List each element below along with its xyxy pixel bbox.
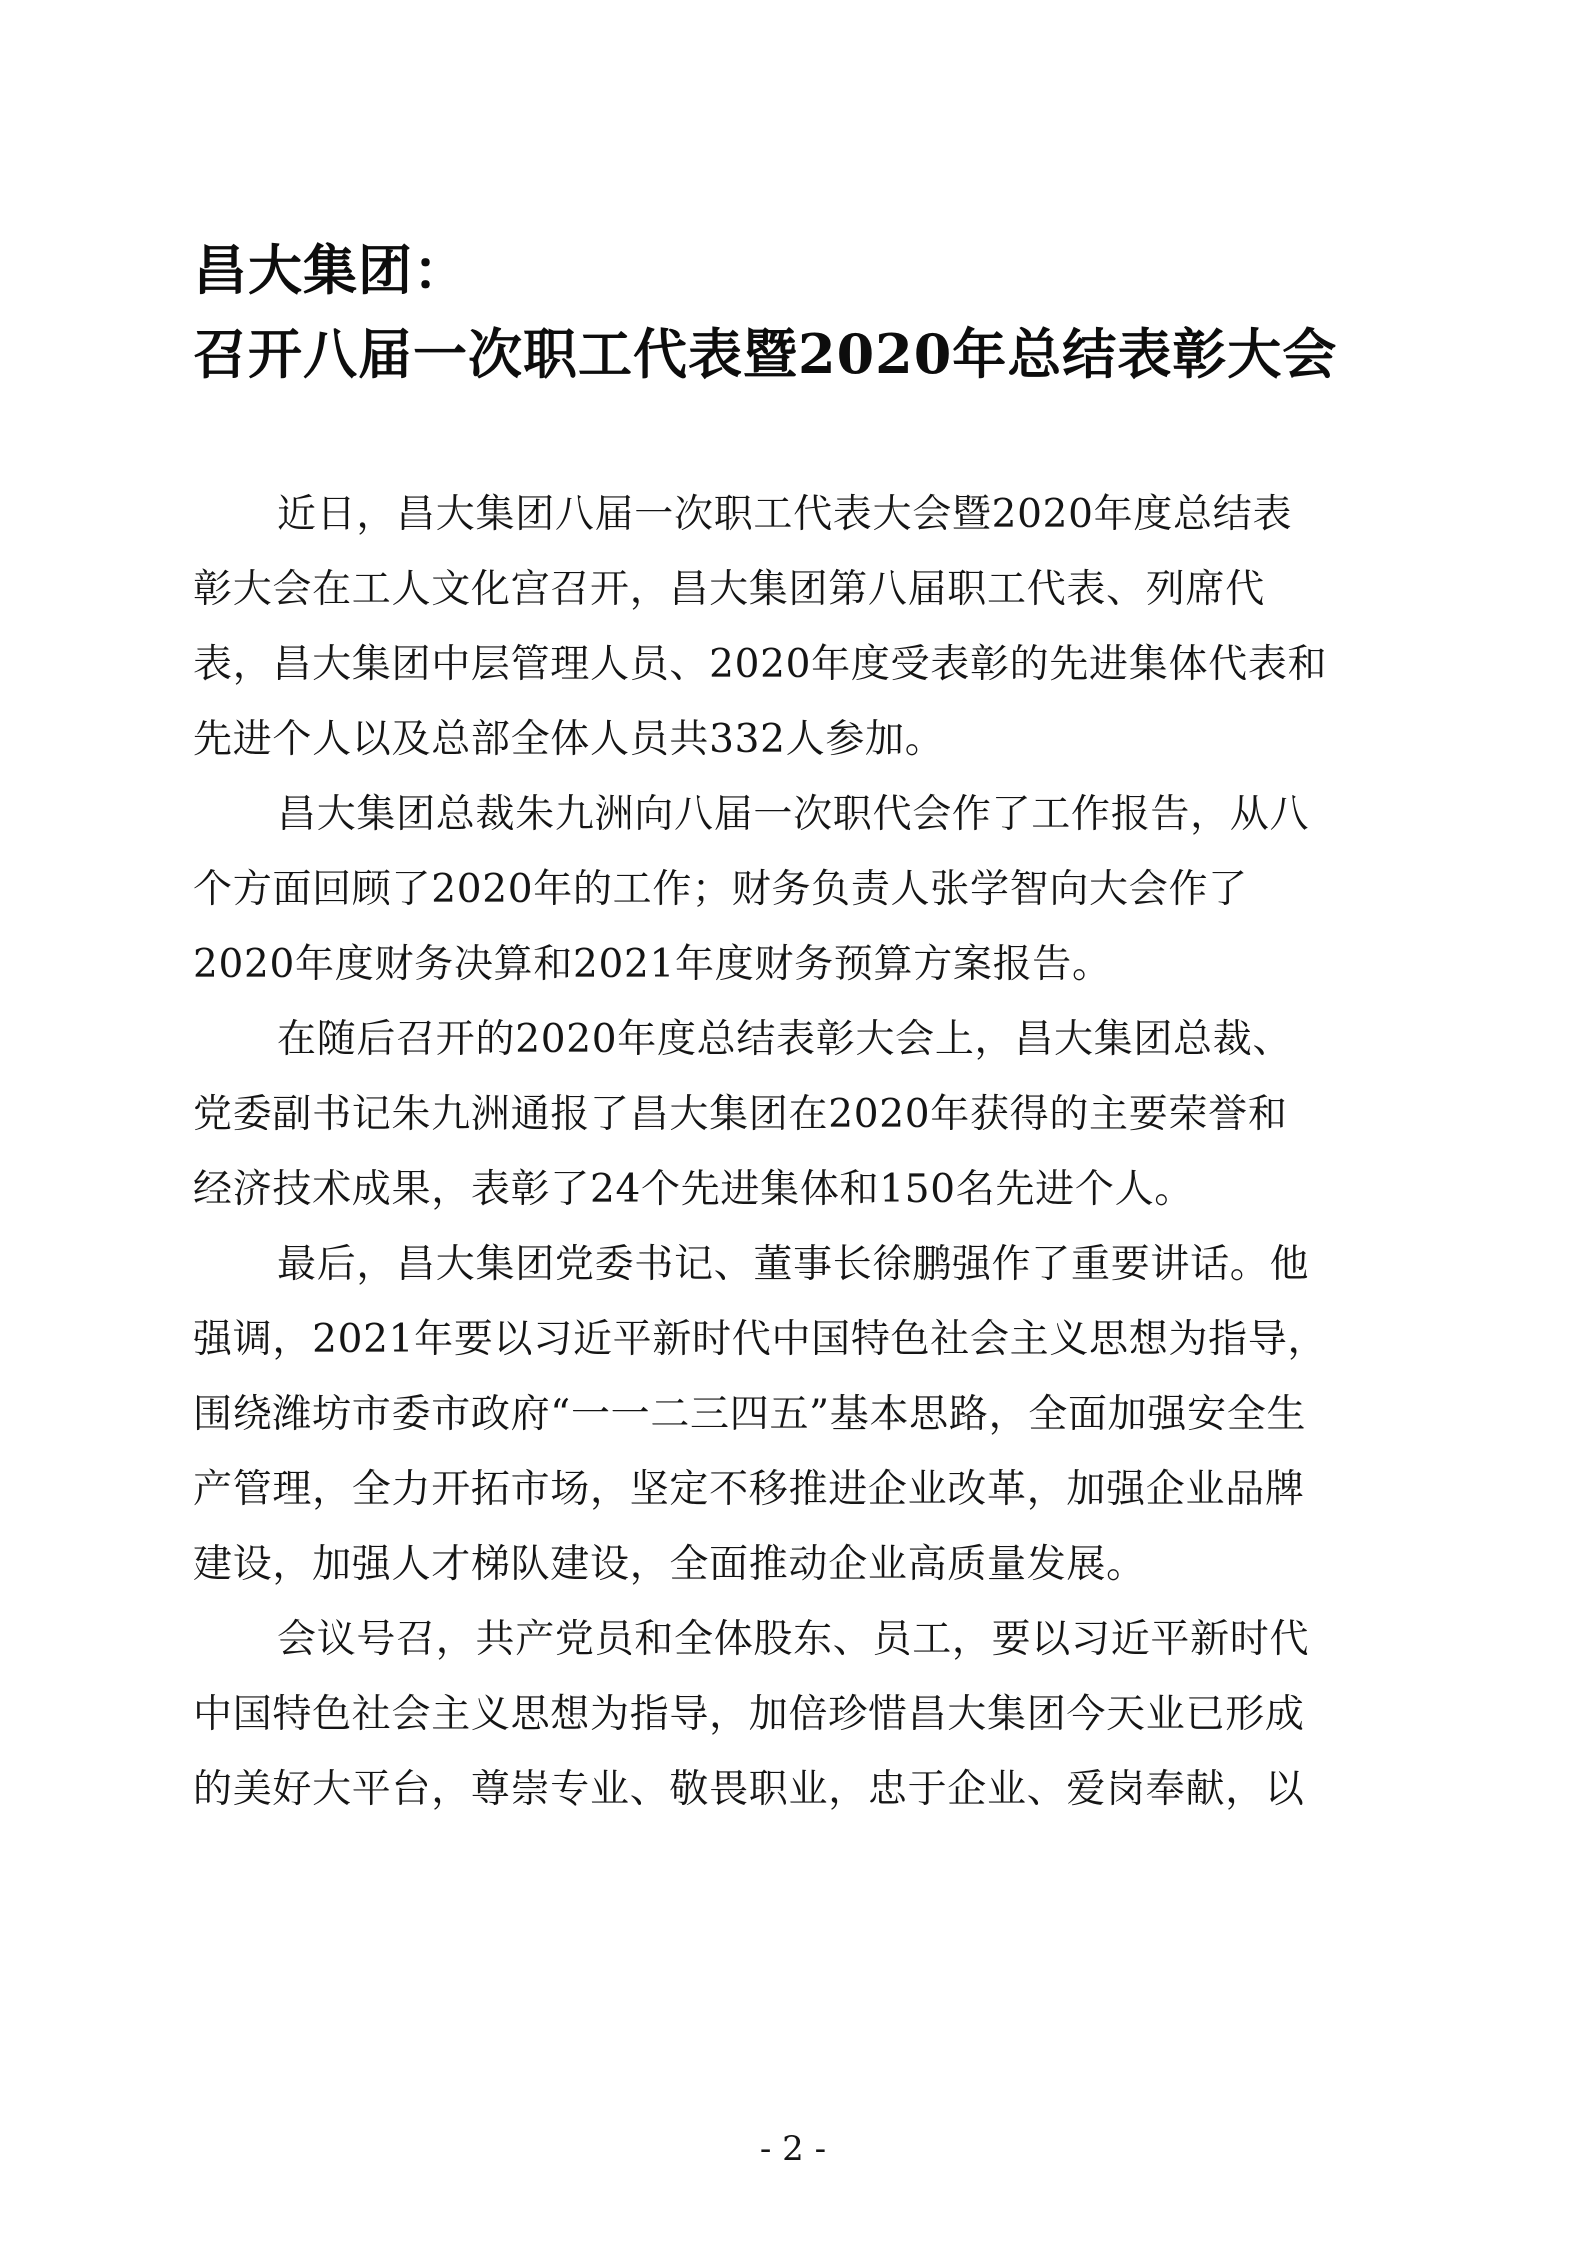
document-title [193, 228, 1393, 396]
paragraph-line: 在随后召开的2020年度总结表彰大会上，昌大集团总裁、 [277, 1017, 1293, 1062]
paragraph-line: 最后，昌大集团党委书记、董事长徐鹏强作了重要讲话。他 [277, 1242, 1310, 1287]
paragraph-line: 昌大集团总裁朱九洲向八届一次职代会作了工作报告，从八 [277, 792, 1310, 837]
paragraph-line: 表，昌大集团中层管理人员、2020年度受表彰的先进集体代表和 [193, 642, 1328, 687]
page-number: - 2 - [759, 2129, 827, 2169]
paragraph-line: 建设，加强人才梯队建设，全面推动企业高质量发展。 [193, 1542, 1146, 1587]
paragraph-line: 会议号召，共产党员和全体股东、员工，要以习近平新时代 [277, 1617, 1310, 1662]
paragraph-line: 强调，2021年要以习近平新时代中国特色社会主义思想为指导， [193, 1317, 1328, 1362]
paragraph-line: 彰大会在工人文化宫召开，昌大集团第八届职工代表、列席代 [193, 567, 1265, 612]
paragraph-line: 先进个人以及总部全体人员共332人参加。 [193, 717, 945, 762]
paragraph-line: 的美好大平台，尊崇专业、敬畏职业，忠于企业、爱岗奉献，以 [193, 1767, 1305, 1812]
paragraph-line: 近日，昌大集团八届一次职工代表大会暨2020年度总结表 [277, 492, 1293, 537]
title-line-2: 召开八届一次职工代表暨2020年总结表彰大会 [193, 322, 1338, 386]
paragraph-line: 党委副书记朱九洲通报了昌大集团在2020年获得的主要荣誉和 [193, 1092, 1288, 1137]
paragraph-line: 经济技术成果，表彰了24个先进集体和150名先进个人。 [193, 1167, 1194, 1212]
paragraph-line: 2020年度财务决算和2021年度财务预算方案报告。 [193, 942, 1112, 987]
paragraph-line: 中国特色社会主义思想为指导，加倍珍惜昌大集团今天业已形成 [193, 1692, 1305, 1737]
paragraph-line: 围绕潍坊市委市政府“一一二三四五”基本思路，全面加强安全生 [193, 1392, 1307, 1437]
paragraph-line: 产管理，全力开拓市场，坚定不移推进企业改革，加强企业品牌 [193, 1467, 1305, 1512]
paragraph-line: 个方面回顾了2020年的工作；财务负责人张学智向大会作了 [193, 867, 1248, 912]
title-line-1: 昌大集团： [193, 238, 468, 302]
